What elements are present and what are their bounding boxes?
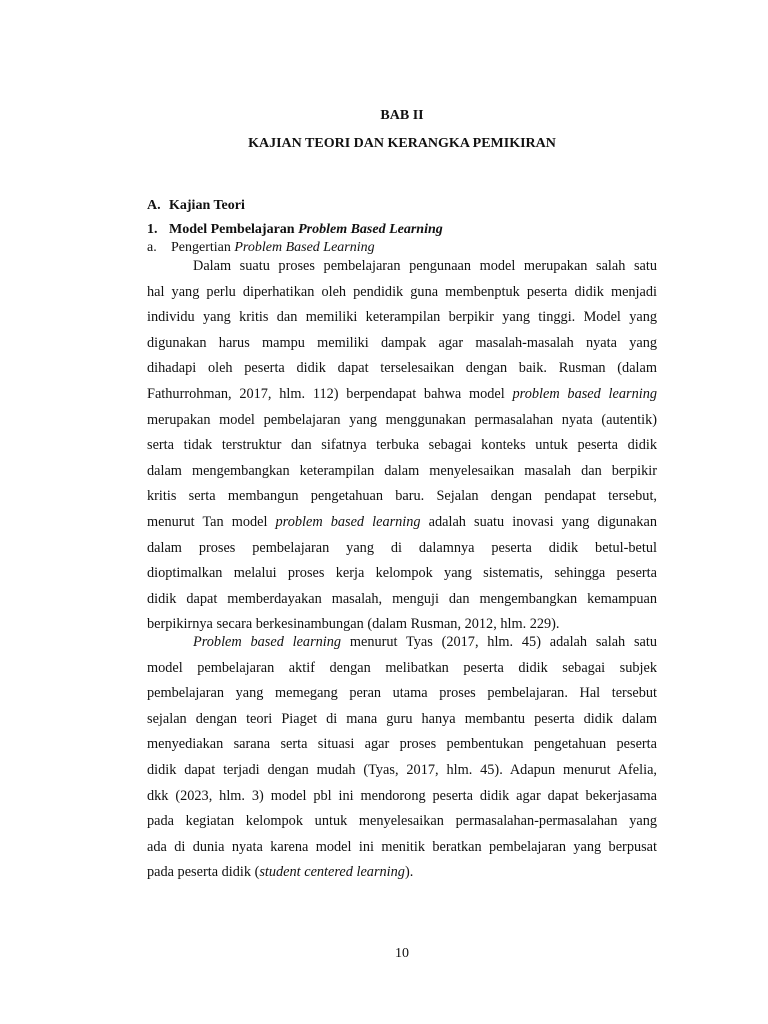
- chapter-number: BAB II: [380, 108, 424, 123]
- text-run: ).: [404, 864, 414, 881]
- chapter-title: KAJIAN TEORI DAN KERANGKA PEMIKIRAN: [248, 136, 556, 151]
- subsection-title-italic: Problem Based Learning: [298, 222, 443, 237]
- section-title: Kajian Teori: [169, 198, 245, 213]
- paragraph-line: [147, 587, 657, 613]
- text-run: kritis serta membangun pengetahuan baru. Sejalan dengan pendapat tersebut,: [147, 488, 657, 505]
- italic-run: problem based learning: [512, 385, 657, 402]
- text-run: Dalam suatu proses pembelajaran pengunaan model merupakan salah satu: [193, 258, 657, 274]
- text-run: model pembelajaran aktif dengan melibatkan peserta didik sebagai subjek: [147, 659, 657, 676]
- text-run: digunakan harus mampu memiliki dampak agar masalah-masalah nyata yang: [147, 334, 657, 351]
- paragraph-line: [147, 459, 657, 485]
- text-run: pembelajaran yang memegang peran utama proses pembelajaran. Hal tersebut: [147, 685, 657, 702]
- paragraph-line: [147, 681, 657, 707]
- paragraph-line: [147, 809, 657, 835]
- paragraph-line: [147, 835, 657, 861]
- paragraph-line: [147, 254, 657, 280]
- text-run: dalam proses pembelajaran yang di dalamnya peserta didik betul-betul: [147, 539, 657, 556]
- text-run: dihadapi oleh peserta didik dapat terselesaikan dengan baik. Rusman (dalam: [147, 360, 657, 377]
- text-run: individu yang kritis dan memiliki keterampilan berpikir yang tinggi. Model yang: [147, 309, 657, 326]
- text-run: merupakan model pembelajaran yang menggunakan permasalahan nyata (autentik): [147, 411, 657, 428]
- paragraph-line: [147, 331, 657, 357]
- text-run: didik dapat memberdayakan masalah, menguji dan mengembangkan kemampuan: [147, 590, 657, 607]
- section-marker: A.: [147, 198, 161, 213]
- text-run: serta tidak terstruktur dan sifatnya terbuka sebagai konteks untuk peserta didik: [147, 437, 657, 454]
- paragraph-line: [147, 561, 657, 587]
- italic-run: Problem based learning: [193, 634, 342, 650]
- subsection-title-plain: Model Pembelajaran: [169, 222, 299, 237]
- text-run: pada kegiatan kelompok untuk menyelesaikan permasalahan-permasalahan yang: [147, 813, 657, 830]
- italic-run: problem based learning: [275, 513, 421, 530]
- italic-run: student centered learning: [259, 864, 405, 881]
- text-run: menurut Tyas (2017, hlm. 45) adalah salah satu: [341, 634, 658, 650]
- text-run: menyediakan sarana serta situasi agar proses pembentukan pengetahuan peserta: [147, 736, 657, 753]
- text-run: menurut Tan model: [147, 513, 276, 530]
- text-run: pada peserta didik (: [147, 864, 260, 881]
- paragraph-line: [147, 758, 657, 784]
- text-run: hal yang perlu diperhatikan oleh pendidik guna membenptuk peserta didik menjadi: [147, 283, 657, 300]
- paragraph-1: [147, 254, 657, 638]
- page-number: 10: [395, 946, 409, 961]
- section-heading: [147, 198, 245, 214]
- text-run: Fathurrohman, 2017, hlm. 112) berpendapat bahwa model: [147, 385, 513, 402]
- text-run: ada di dunia nyata karena model ini menitik beratkan pembelajaran yang berpusat: [147, 838, 657, 855]
- text-run: berpikirnya secara berkesinambungan (dalam Rusman, 2012, hlm. 229).: [147, 616, 560, 633]
- paragraph-line: [147, 484, 657, 510]
- paragraph-line: [147, 860, 657, 886]
- paragraph-line: [147, 784, 657, 810]
- paragraph-line: [147, 707, 657, 733]
- text-run: didik dapat terjadi dengan mudah (Tyas, 2017, hlm. 45). Adapun menurut Afelia,: [147, 761, 657, 778]
- paragraph-line: [147, 656, 657, 682]
- text-run: sejalan dengan teori Piaget di mana guru hanya membantu peserta didik dalam: [147, 710, 657, 727]
- paragraph-line: [147, 630, 657, 656]
- paragraph-line: [147, 732, 657, 758]
- subsubsection-marker: a.: [147, 240, 157, 255]
- paragraph-line: [147, 305, 657, 331]
- text-run: dalam mengembangkan keterampilan dalam menyelesaikan masalah dan berpikir: [147, 462, 657, 479]
- paragraph-line: [147, 408, 657, 434]
- text-run: dkk (2023, hlm. 3) model pbl ini mendorong peserta didik agar dapat bekerjasama: [147, 787, 657, 804]
- paragraph-line: [147, 280, 657, 306]
- paragraph-line: [147, 382, 657, 408]
- subsubsection-title-italic: Problem Based Learning: [234, 240, 375, 255]
- subsection-heading: [147, 222, 443, 238]
- text-run: adalah suatu inovasi yang digunakan: [420, 513, 657, 530]
- paragraph-2: [147, 630, 657, 886]
- paragraph-line: [147, 510, 657, 536]
- paragraph-line: [147, 433, 657, 459]
- subsection-marker: 1.: [147, 222, 158, 237]
- paragraph-line: [147, 356, 657, 382]
- subsubsection-title-plain: Pengertian: [171, 240, 235, 255]
- text-run: dioptimalkan melalui proses kerja kelompok yang sistematis, sehingga peserta: [147, 565, 657, 582]
- paragraph-line: [147, 536, 657, 562]
